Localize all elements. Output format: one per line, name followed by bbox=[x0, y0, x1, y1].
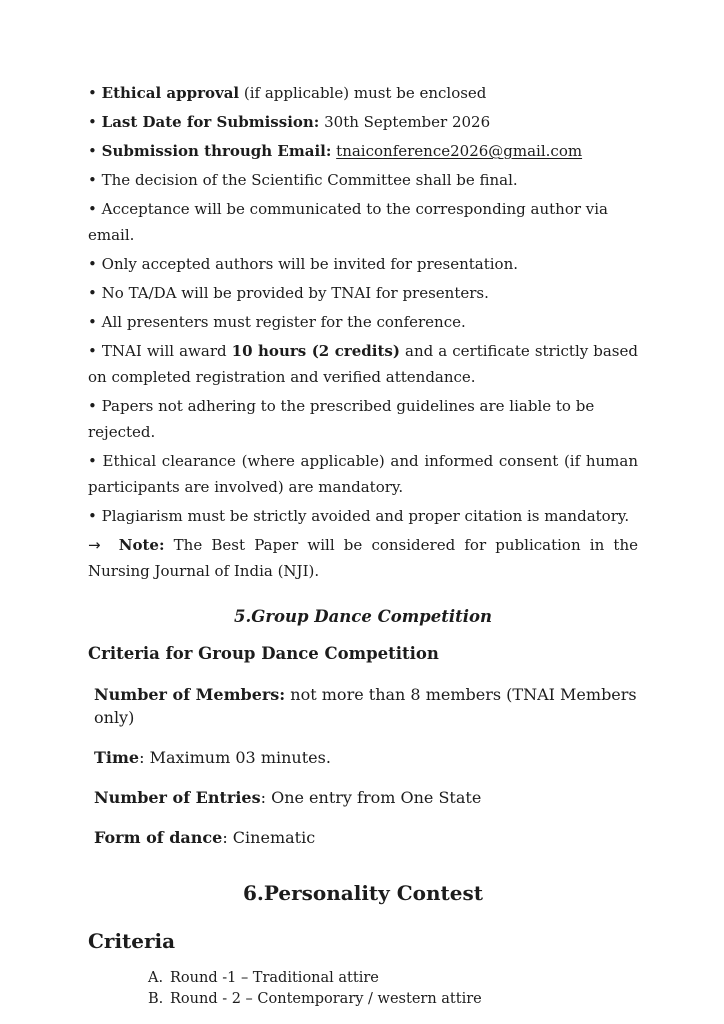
bullet-marker: • bbox=[88, 313, 97, 331]
detail-value: not more than 8 members (TNAI Members only) bbox=[94, 685, 637, 727]
bullet-text: Plagiarism must be strictly avoided and proper citation is mandatory. bbox=[101, 507, 630, 525]
bullet-marker: • bbox=[88, 113, 97, 131]
bullet-marker: • bbox=[88, 284, 97, 302]
bullet-bold-text: Submission through Email: bbox=[101, 142, 332, 160]
bullet-item-ethical-clearance bbox=[88, 448, 638, 500]
bullet-marker: • bbox=[88, 397, 97, 415]
rounds-list bbox=[88, 968, 638, 1010]
detail-form-of-dance bbox=[94, 826, 638, 849]
bullet-text: (if applicable) must be enclosed bbox=[239, 84, 487, 102]
personality-contest-heading: 6.Personality Contest bbox=[242, 881, 484, 905]
bullet-marker: • bbox=[88, 452, 97, 470]
guidelines-list bbox=[88, 80, 638, 584]
bullet-text: Only accepted authors will be invited for presentation. bbox=[101, 255, 519, 273]
detail-value: : Cinematic bbox=[222, 828, 316, 847]
bullet-marker: • bbox=[88, 171, 97, 189]
bullet-marker: • bbox=[88, 507, 97, 525]
bullet-item-award bbox=[88, 338, 638, 390]
round-item-b bbox=[148, 989, 638, 1010]
bullet-item-no-tada bbox=[88, 280, 638, 306]
bullet-item-submission-email bbox=[88, 138, 638, 164]
bullet-bold-text: Ethical approval bbox=[101, 84, 240, 102]
round-marker: B. bbox=[148, 991, 164, 1007]
bullet-bold-text: 10 hours (2 credits) bbox=[231, 342, 400, 360]
round-text: Round -1 – Traditional attire bbox=[170, 970, 379, 986]
bullet-text: No TA/DA will be provided by TNAI for presenters. bbox=[101, 284, 489, 302]
round-text: Round - 2 – Contemporary / western attire bbox=[170, 991, 482, 1007]
group-dance-criteria-heading: Criteria for Group Dance Competition bbox=[88, 644, 439, 663]
detail-label: Time bbox=[94, 748, 140, 767]
group-dance-heading: 5.Group Dance Competition bbox=[234, 607, 492, 626]
bullet-item-decision bbox=[88, 167, 638, 193]
detail-label: Number of Members: bbox=[94, 685, 286, 704]
bullet-item-register bbox=[88, 309, 638, 335]
bullet-item-acceptance bbox=[88, 196, 638, 248]
round-marker: A. bbox=[148, 970, 164, 986]
bullet-marker: • bbox=[88, 142, 97, 160]
section-personality-contest bbox=[88, 879, 638, 1010]
note-label: Note: bbox=[118, 536, 165, 554]
right-arrow-icon: → bbox=[88, 536, 100, 554]
detail-entries bbox=[94, 786, 638, 809]
bullet-item-rejection bbox=[88, 393, 638, 445]
bullet-text: All presenters must register for the conference. bbox=[101, 313, 466, 331]
bullet-text: TNAI will award bbox=[101, 342, 232, 360]
detail-label: Number of Entries bbox=[94, 788, 261, 807]
bullet-marker: • bbox=[88, 342, 97, 360]
bullet-text: Ethical clearance (where applicable) and informed consent (if human participants are involved) are mandatory. bbox=[88, 452, 638, 496]
bullet-text: Acceptance will be communicated to the corresponding author via email. bbox=[88, 200, 609, 244]
bullet-text: and a certificate strictly based on completed registration and verified attendance. bbox=[88, 342, 638, 386]
submission-email-link[interactable]: tnaiconference2026@gmail.com bbox=[336, 142, 583, 160]
detail-label: Form of dance bbox=[94, 828, 223, 847]
detail-members bbox=[94, 683, 638, 729]
bullet-bold-text: Last Date for Submission: bbox=[101, 113, 320, 131]
bullet-item-last-date bbox=[88, 109, 638, 135]
bullet-marker: • bbox=[88, 84, 97, 102]
bullet-marker: • bbox=[88, 255, 97, 273]
detail-value: : One entry from One State bbox=[260, 788, 482, 807]
bullet-text: Papers not adhering to the prescribed guidelines are liable to be rejected. bbox=[88, 397, 595, 441]
personality-criteria-heading: Criteria bbox=[88, 929, 176, 953]
note-paragraph bbox=[88, 532, 638, 584]
bullet-item-ethical-approval bbox=[88, 80, 638, 106]
bullet-item-accepted-authors bbox=[88, 251, 638, 277]
bullet-text: The decision of the Scientific Committee shall be final. bbox=[101, 171, 518, 189]
round-item-a bbox=[148, 968, 638, 989]
section-group-dance bbox=[88, 605, 638, 849]
note-text: The Best Paper will be considered for publication in the Nursing Journal of India (NJI). bbox=[88, 536, 638, 580]
detail-time bbox=[94, 746, 638, 769]
bullet-item-plagiarism bbox=[88, 503, 638, 529]
bullet-text: 30th September 2026 bbox=[319, 113, 491, 131]
bullet-marker: • bbox=[88, 200, 97, 218]
detail-value: : Maximum 03 minutes. bbox=[139, 748, 331, 767]
